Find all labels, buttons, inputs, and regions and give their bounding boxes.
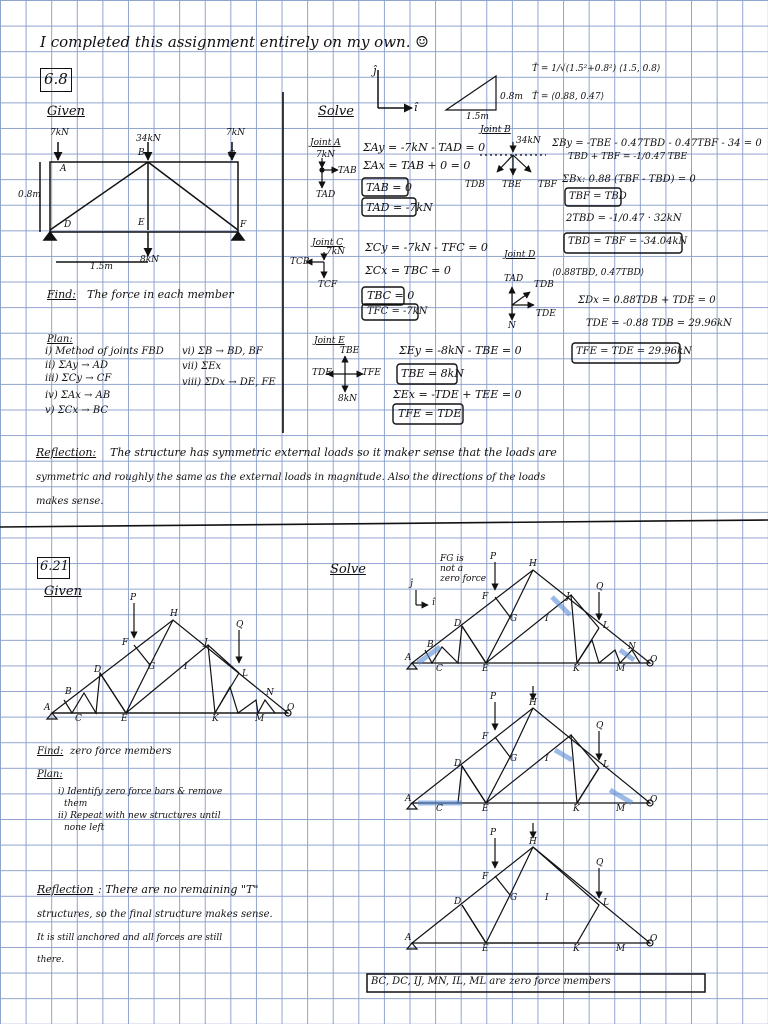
node-c: C [75,714,82,724]
s1-node-e: E [482,664,489,674]
joint-c-force-left: TCB [290,257,310,267]
solve-label-6-8: Solve [318,104,354,119]
fg-note-line2: not a [440,564,464,574]
node-h: H [170,609,178,619]
load-c-label: 7kN [226,128,246,138]
joint-e-title: Joint E [314,336,345,346]
fbd-joint-a [320,158,338,188]
joint-e-load: 8kN [338,394,358,404]
s3-node-d: D [454,897,462,907]
s2-node-i: I [545,754,549,764]
zero-force-answer: BC, DC, IJ, MN, IL, ML are zero force members [371,976,611,987]
joint-b-ans2: TBD = TBF = -34.04kN [568,236,688,247]
bottom-load-label: 8kN [140,255,160,265]
load-a-label: 7kN [50,128,70,138]
load-p-step2: P [490,692,497,702]
s1-node-o: O [650,655,658,665]
load-q-step3: Q [596,858,604,868]
point-b: B [138,148,145,158]
plan-6-21-4: none left [64,823,105,833]
truss-6-21-given [52,603,288,713]
joint-e-eq1: ΣEy = -8kN - TBE = 0 [399,344,522,357]
node-a: A [44,703,51,713]
joint-b-eq1b: TBD + TBF = -1/0.47 TBE [568,152,688,162]
unit-vector-1: T̂ = 1/√(1.5²+0.8²) ⟨1.5, 0.8⟩ [532,64,661,74]
point-e: E [138,218,145,228]
reflection-6-8-line2: symmetric and roughly the same as the external loads in magnitude. Also the directions of the loads [36,472,546,483]
load-p-given: P [130,593,137,603]
joint-e-force-up: TBE [340,346,360,356]
point-d: D [64,220,72,230]
s1-node-l: L [603,621,609,631]
plan-label-6-8: Plan: [47,334,73,345]
s2-node-m: M [616,804,626,814]
node-l: L [242,669,248,679]
node-k: K [212,714,219,724]
problem-number-6-21: 6.21 [40,559,69,574]
reflection-label-6-21: Reflection [37,883,94,896]
find-text-6-21: zero force members [70,746,172,757]
s3-node-e: E [482,944,489,954]
joint-b-f3: TBF [538,180,557,190]
plan-left-1: i) Method of joints FBD [45,346,164,357]
fbd-joint-d [512,287,534,320]
find-label-6-21: Find: [37,746,64,757]
fbd-joint-b [480,142,546,175]
s1-node-i: I [545,614,549,624]
reflection-label-6-8: Reflection: [36,446,97,459]
axes-6-8 [378,70,412,108]
joint-d-eq0: ⟨0.88TBD, 0.47TBD⟩ [552,268,645,278]
joint-b-eq2: ΣBx: 0.88 (TBF - TBD) = 0 [562,174,696,185]
s2-node-a: A [405,794,412,804]
s3-node-k: K [573,944,580,954]
plan-right-2: vii) ΣEx [182,361,222,372]
node-o: O [287,703,295,713]
joint-b-eq1: ΣBy = -TBE - 0.47TBD - 0.47TBF - 34 = 0 [552,138,762,149]
truss-6-8 [40,142,247,262]
joint-d-ans: TFE = TDE = 29.96kN [576,346,692,357]
joint-b-title: Joint B [480,125,511,135]
s2-node-c: C [436,804,443,814]
s3-node-f: F [482,872,489,882]
fg-note-line3: zero force [440,574,487,584]
plan-6-21-3: ii) Repeat with new structures until [58,811,221,821]
load-q-given: Q [236,620,244,630]
span-label: 1.5m [90,262,113,272]
s3-node-o: O [650,934,658,944]
node-e: E [121,714,128,724]
height-label: 0.8m [18,190,41,200]
joint-c-load: 7kN [326,247,346,257]
s1-node-f: F [482,592,489,602]
given-label-6-21: Given [44,584,82,599]
s2-node-f: F [482,732,489,742]
s2-node-e: E [482,804,489,814]
s1-node-h: H [529,559,537,569]
node-g: G [148,662,156,672]
joint-c-force-down: TCF [318,280,338,290]
joint-e-force-right: TFE [362,368,381,378]
honor-statement: I completed this assignment entirely on my own. ☺ [40,33,429,51]
plan-left-5: v) ΣCx → BC [45,405,109,416]
axis-i: î [414,101,418,114]
unit-vector-2: T̂ = ⟨0.88, 0.47⟩ [532,92,605,102]
joint-b-load: 34kN [516,136,541,146]
node-f: F [122,638,129,648]
s2-node-d: D [454,759,462,769]
joint-c-title: Joint C [312,238,344,248]
joint-a-ans1: TAB = 0 [366,181,412,194]
s1-axis-i: î [432,598,435,608]
s1-node-m: M [616,664,626,674]
s1-node-c: C [436,664,443,674]
s2-node-g: G [510,754,518,764]
slope-triangle [446,76,496,110]
s3-node-m: M [616,944,626,954]
load-p-step3: P [490,828,497,838]
highlight-step1 [418,597,634,663]
reflection-6-8-line3: makes sense. [36,496,104,507]
find-text-6-8: The force in each member [87,288,234,301]
joint-b-ans1: TBF = TBD [569,191,627,202]
highlight-step2 [418,750,632,803]
node-d: D [94,665,102,675]
axis-j: ĵ [373,64,377,77]
plan-6-21-2: them [64,799,88,809]
joint-a-load: 7kN [316,150,336,160]
node-m: M [255,714,265,724]
fbd-joint-e [327,356,363,392]
joint-d-f4: N [508,321,516,331]
joint-d-f1: TAD [504,274,524,284]
reflection-6-21-line2: structures, so the final structure makes sense. [37,909,273,920]
plan-left-3: iii) ΣCy → CF [45,373,112,384]
reflection-6-8-line1: The structure has symmetric external loads so it maker sense that the loads are [110,446,557,459]
node-n: N [266,688,274,698]
joint-e-force-left: TDE [312,368,332,378]
s3-node-h: H [529,837,537,847]
node-i: I [184,662,188,672]
fg-note-line1: FG is [440,554,464,564]
load-h-label: 34kN [136,134,161,144]
load-p-step1: P [490,552,497,562]
s3-node-a: A [405,933,412,943]
point-a: A [60,164,67,174]
s1-node-d: D [454,619,462,629]
plan-left-4: iv) ΣAx → AB [45,390,111,401]
s3-node-l: L [603,898,609,908]
plan-label-6-21: Plan: [37,769,63,780]
joint-a-title: Joint A [310,138,341,148]
node-j: J [204,638,208,648]
load-q-step1: Q [596,582,604,592]
reflection-6-21-line3: It is still anchored and all forces are still [37,933,223,943]
joint-a-force-right: TAB [338,166,357,176]
joint-c-eq2: ΣCx = TBC = 0 [365,264,451,277]
joint-a-force-down: TAD [316,190,336,200]
joint-e-ans2: TFE = TDE [398,407,462,420]
reflection-6-21-line4: there. [37,955,65,965]
joint-d-f2: TDB [534,280,554,290]
load-q-step2: Q [596,721,604,731]
section-divider [0,520,768,527]
joint-a-eq2: ΣAx = TAB + 0 = 0 [363,159,471,172]
s3-node-i: I [545,893,549,903]
joint-d-title: Joint D [504,250,536,260]
joint-c-ans1: TBC = 0 [367,289,415,302]
s2-node-h: H [529,698,537,708]
joint-c-eq1: ΣCy = -7kN - TFC = 0 [365,241,488,254]
plan-right-3: viii) ΣDx → DE, FE [182,377,276,388]
point-c: C [228,150,235,160]
s2-node-o: O [650,795,658,805]
problem-number-6-8: 6.8 [44,70,68,88]
s2-node-k: K [573,804,580,814]
joint-b-f2: TBE [502,180,522,190]
triangle-height: 0.8m [500,92,523,102]
joint-e-ans1: TBE = 8kN [401,367,464,380]
s1-node-j: J [566,592,570,602]
s1-node-n: N [628,642,636,652]
joint-a-eq1: ΣAy = -7kN - TAD = 0 [363,141,486,154]
joint-c-ans2: TFC = -7kN [367,306,428,317]
s1-axis-j: ĵ [410,579,413,589]
triangle-width: 1.5m [466,112,489,122]
solve-label-6-21: Solve [330,562,366,577]
s1-node-k: K [573,664,580,674]
reflection-6-21-line1: : There are no remaining "T" [98,883,259,896]
joint-e-eq2: ΣEx = -TDE + TEE = 0 [393,388,522,401]
node-b: B [65,687,72,697]
given-label-6-8: Given [47,104,85,119]
find-label-6-8: Find: [47,288,76,301]
joint-d-f3: TDE [536,309,556,319]
plan-6-21-1: i) Identify zero force bars & remove [58,787,223,797]
s2-node-l: L [603,760,609,770]
s1-node-a: A [405,653,412,663]
s1-node-g: G [510,614,518,624]
joint-d-eq2: TDE = -0.88 TDB = 29.96kN [586,318,732,329]
point-f: F [240,220,247,230]
joint-b-eq3: 2TBD = -1/0.47 · 32kN [566,213,682,224]
s3-node-g: G [510,893,518,903]
plan-left-2: ii) ΣAy → AD [45,360,108,371]
joint-b-f1: TDB [465,180,485,190]
s1-node-b: B [427,640,434,650]
plan-right-1: vi) ΣB → BD, BF [182,346,263,357]
joint-d-eq1: ΣDx = 0.88TDB + TDE = 0 [578,295,716,306]
joint-a-ans2: TAD = -7kN [366,201,433,214]
